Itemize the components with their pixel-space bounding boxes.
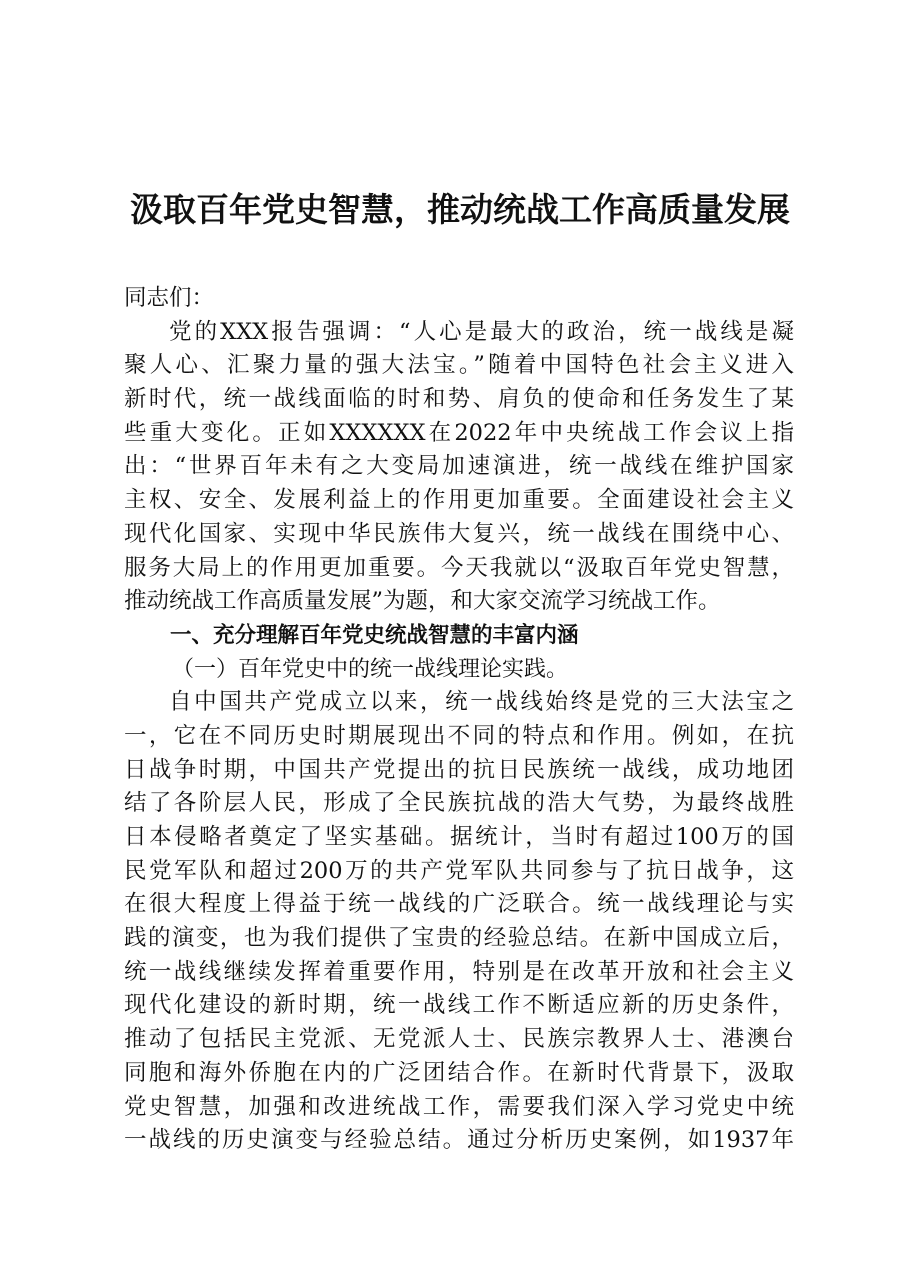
subsection-heading: （一）百年党史中的统一战线理论实践。 xyxy=(172,656,569,682)
paragraph-line: 一，它在不同历史时期展现出不同的特点和作用。例如，在抗 xyxy=(124,722,794,749)
paragraph-line: 推动了包括民主党派、无党派人士、民族宗教界人士、港澳台 xyxy=(124,1026,794,1053)
paragraph-line: 现代化建设的新时期，统一战线工作不断适应新的历史条件， xyxy=(124,992,794,1019)
document-title: 汲取百年党史智慧，推动统战工作高质量发展 xyxy=(130,190,790,229)
paragraph-line: 党史智慧，加强和改进统战工作，需要我们深入学习党史中统 xyxy=(124,1093,794,1120)
paragraph-line: 结了各阶层人民，形成了全民族抗战的浩大气势，为最终战胜 xyxy=(124,790,794,817)
paragraph-line: 自中国共产党成立以来，统一战线始终是党的三大法宝之 xyxy=(169,689,794,716)
paragraph-line: 日本侵略者奠定了坚实基础。据统计，当时有超过100万的国 xyxy=(124,824,794,850)
paragraph-line: 日战争时期，中国共产党提出的抗日民族统一战线，成功地团 xyxy=(124,756,794,783)
paragraph-line: 服务大局上的作用更加重要。今天我就以“汲取百年党史智慧， xyxy=(124,554,794,581)
paragraph-line: 党的XXX报告强调：“人心是最大的政治，统一战线是凝 xyxy=(169,318,794,345)
paragraph-line: 推动统战工作高质量发展”为题，和大家交流学习统战工作。 xyxy=(124,588,721,615)
paragraph-line: 践的演变，也为我们提供了宝贵的经验总结。在新中国成立后， xyxy=(124,925,794,952)
paragraph-line: 统一战线继续发挥着重要作用，特别是在改革开放和社会主义 xyxy=(124,958,794,985)
paragraph-line: 些重大变化。正如XXXXXX在2022年中央统战工作会议上指 xyxy=(124,419,794,446)
section-heading: 一、充分理解百年党史统战智慧的丰富内涵 xyxy=(170,622,579,648)
paragraph-line: 现代化国家、实现中华民族伟大复兴，统一战线在围绕中心、 xyxy=(124,520,794,547)
paragraph-line: 出：“世界百年未有之大变局加速演进，统一战线在维护国家 xyxy=(124,453,794,480)
salutation: 同志们： xyxy=(124,285,215,311)
paragraph-line: 主权、安全、发展利益上的作用更加重要。全面建设社会主义 xyxy=(124,487,794,514)
document-body xyxy=(124,282,794,1158)
paragraph-line: 民党军队和超过200万的共产党军队共同参与了抗日战争，这 xyxy=(124,857,794,884)
paragraph-line: 同胞和海外侨胞在内的广泛团结合作。在新时代背景下，汲取 xyxy=(124,1059,794,1086)
paragraph-line: 聚人心、汇聚力量的强大法宝。”随着中国特色社会主义进入 xyxy=(124,352,794,379)
paragraph-line: 新时代，统一战线面临的时和势、肩负的使命和任务发生了某 xyxy=(124,386,794,413)
paragraph-line: 在很大程度上得益于统一战线的广泛联合。统一战线理论与实 xyxy=(124,891,794,918)
paragraph-line: 一战线的历史演变与经验总结。通过分析历史案例，如1937年 xyxy=(124,1127,794,1154)
